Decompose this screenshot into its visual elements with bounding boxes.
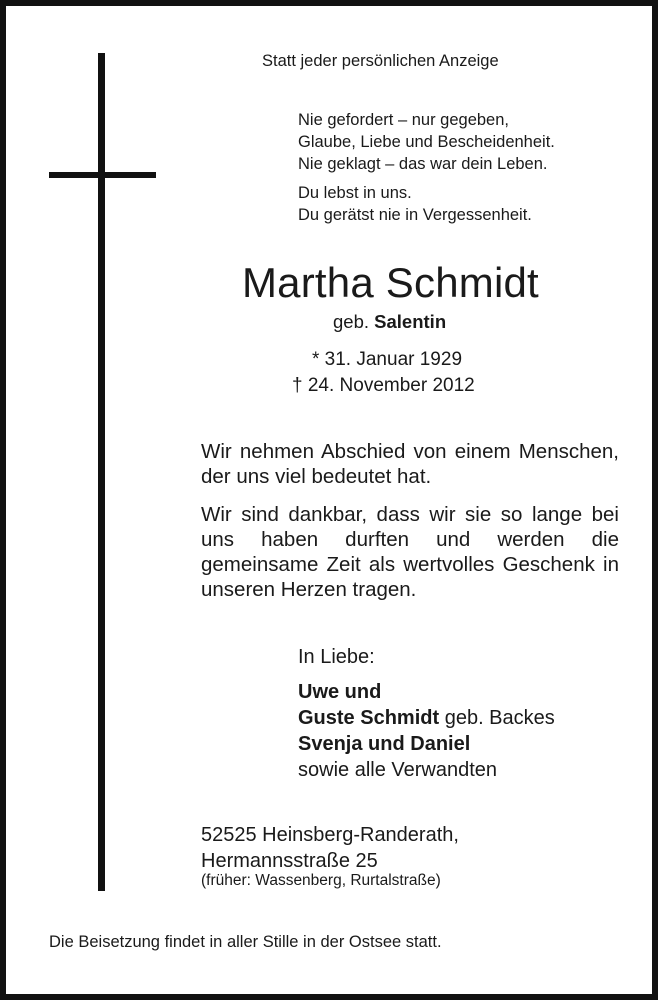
poem xyxy=(298,109,555,226)
cross-icon xyxy=(98,53,105,891)
deceased-name: Martha Schmidt xyxy=(242,259,539,306)
cross-beam xyxy=(49,172,156,178)
signature-line: Uwe und xyxy=(298,681,382,703)
poem-line: Nie geklagt – das war dein Leben. xyxy=(298,155,548,173)
signature-block xyxy=(298,679,555,783)
address-line: 52525 Heinsberg-Randerath, xyxy=(201,824,459,846)
signature-nee: geb. Backes xyxy=(444,707,555,729)
address xyxy=(201,822,459,874)
notice-header: Statt jeder persönlichen Anzeige xyxy=(262,52,499,70)
message-paragraph: Wir nehmen Abschied von einem Menschen, der uns viel bedeutet hat. xyxy=(201,440,619,488)
signature-line: Svenja und Daniel xyxy=(298,733,471,755)
nee-prefix: geb. xyxy=(333,311,370,332)
maiden-name-line xyxy=(333,311,446,333)
poem-line: Du lebst in uns. xyxy=(298,184,412,202)
maiden-name: Salentin xyxy=(374,311,447,332)
burial-note: Die Beisetzung findet in aller Stille in der Ostsee statt. xyxy=(49,933,442,951)
poem-line: Nie gefordert – nur gegeben, xyxy=(298,111,509,129)
poem-line: Du gerätst nie in Vergessenheit. xyxy=(298,206,532,224)
address-line: Hermannsstraße 25 xyxy=(201,850,378,872)
birth-date: * 31. Januar 1929 xyxy=(312,349,463,370)
death-date: † 24. November 2012 xyxy=(292,375,475,396)
signature-name: Guste Schmidt xyxy=(298,707,440,729)
poem-line: Glaube, Liebe und Bescheidenheit. xyxy=(298,133,555,151)
message-paragraph: Wir sind dankbar, dass wir sie so lange bei uns haben durften und werden die gemeinsame Zeit als wertvolles Geschenk in unseren Herzen tragen. xyxy=(201,503,619,601)
former-address: (früher: Wassenberg, Rurtalstraße) xyxy=(201,872,441,889)
signature-line: sowie alle Verwandten xyxy=(298,759,498,781)
signature-intro: In Liebe: xyxy=(298,646,375,668)
